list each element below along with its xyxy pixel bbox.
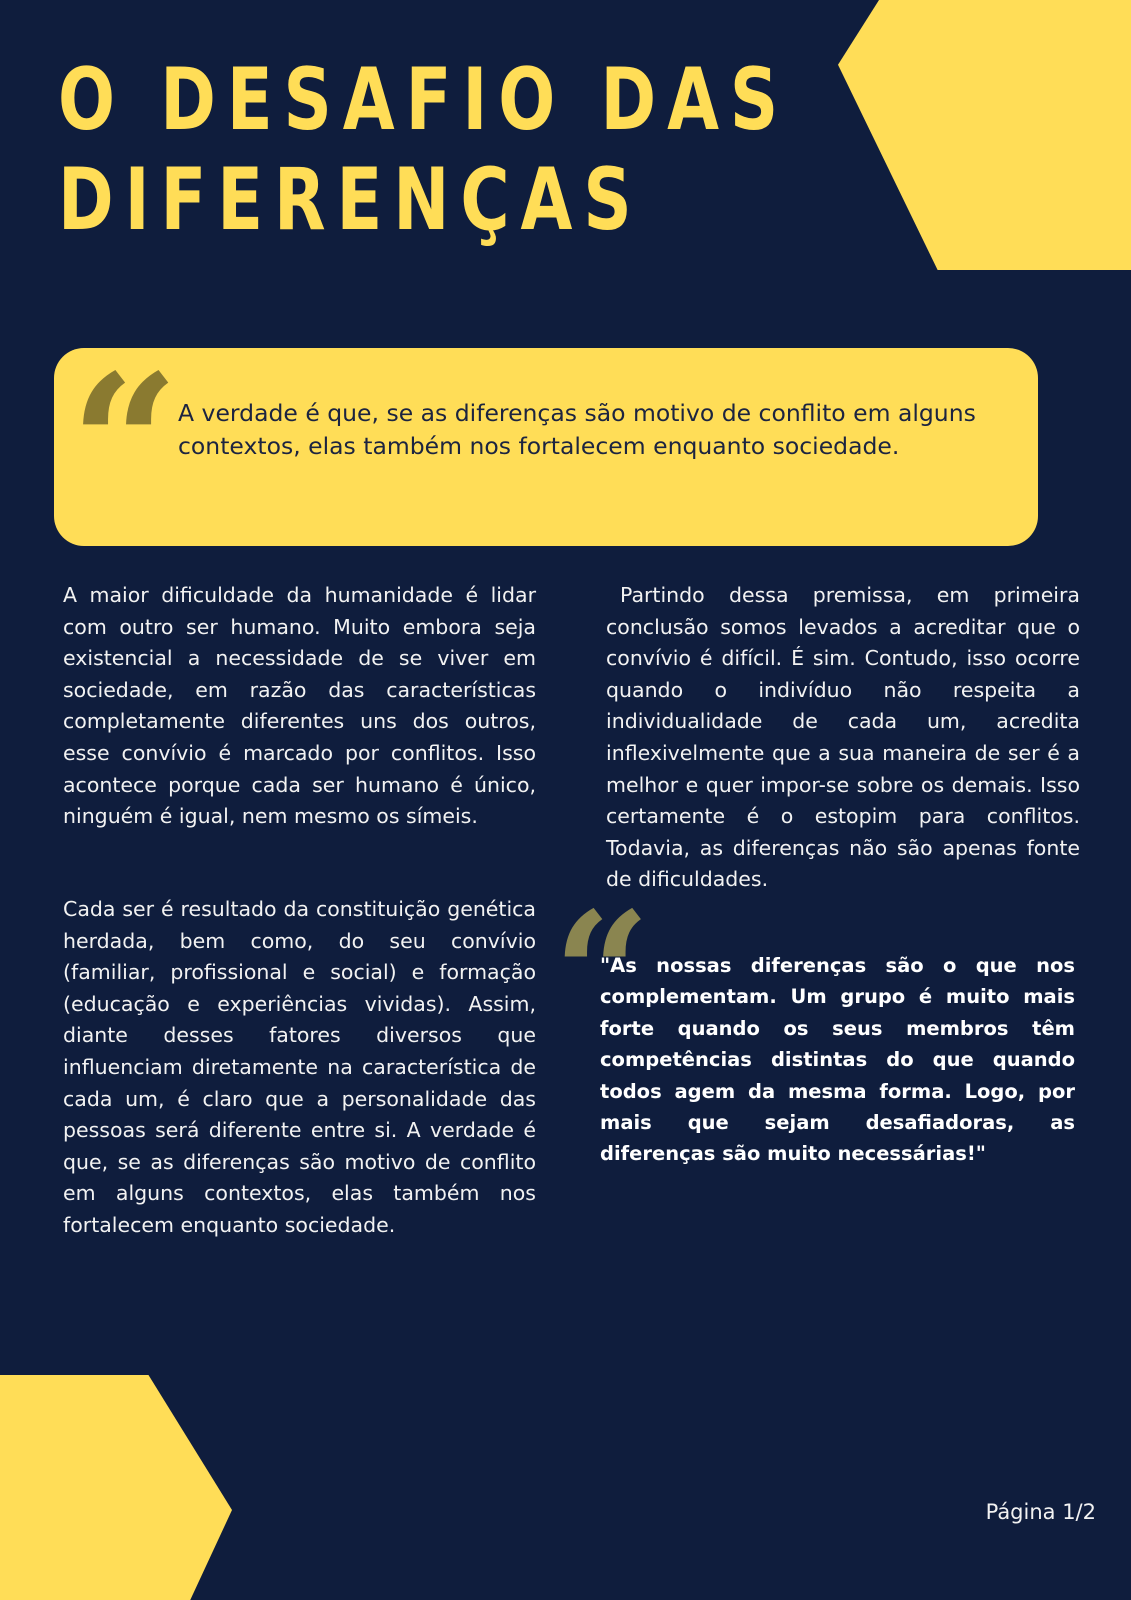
decorative-hexagon-top [838, 0, 1131, 270]
paragraph-right-1: Partindo dessa premissa, em primeira conclusão somos levados a acreditar que o convívio é difícil. É sim. Contudo, isso ocorre quando o indivíduo não respeita a individualidade de cada um, acredita inflexivelmente que a sua maneira de ser é a melhor e quer impor-se sobre os demais. Isso certamente é o estopim para conflitos. Todavia, as diferenças não são apenas fonte de dificuldades. [606, 583, 1080, 892]
pull-quote-icon: “ [553, 875, 651, 1075]
title-line-2: DIFERENÇAS [58, 150, 643, 250]
page-title [58, 50, 790, 250]
highlight-quote-text: A verdade é que, se as diferenças são motivo de conflito em alguns contextos, elas também nos fortalecem enquanto sociedade. [178, 399, 976, 460]
decorative-hexagon-bottom [0, 1375, 232, 1600]
paragraph-left-2: Cada ser é resultado da constituição genética herdada, bem como, do seu convívio (familiar, profissional e social) e formação (educação e experiências vividas). Assim, diante desses fatores diversos que influenciam diretamente na característica de cada um, é claro que a personalidade das pessoas será diferente entre si. A verdade é que, se as diferenças são motivo de conflito em alguns contextos, elas também nos fortalecem enquanto sociedade. [63, 897, 536, 1237]
quote-icon: “ [70, 333, 180, 556]
title-line-1: O DESAFIO DAS [58, 50, 790, 150]
pull-quote-text: "As nossas diferenças são o que nos complementam. Um grupo é muito mais forte quando os seus membros têm competências distintas do que quando todos agem da mesma forma. Logo, por mais que sejam desafiadoras, as diferenças são muito necessárias!" [600, 954, 1075, 1166]
paragraph-left-1: A maior dificuldade da humanidade é lidar com outro ser humano. Muito embora seja existencial a necessidade de se viver em sociedade, em razão das características completamente diferentes uns dos outros, esse convívio é marcado por conflitos. Isso acontece porque cada ser humano é único, ninguém é igual, nem mesmo os símeis. [63, 583, 536, 829]
page-number: Página 1/2 [985, 1500, 1096, 1524]
